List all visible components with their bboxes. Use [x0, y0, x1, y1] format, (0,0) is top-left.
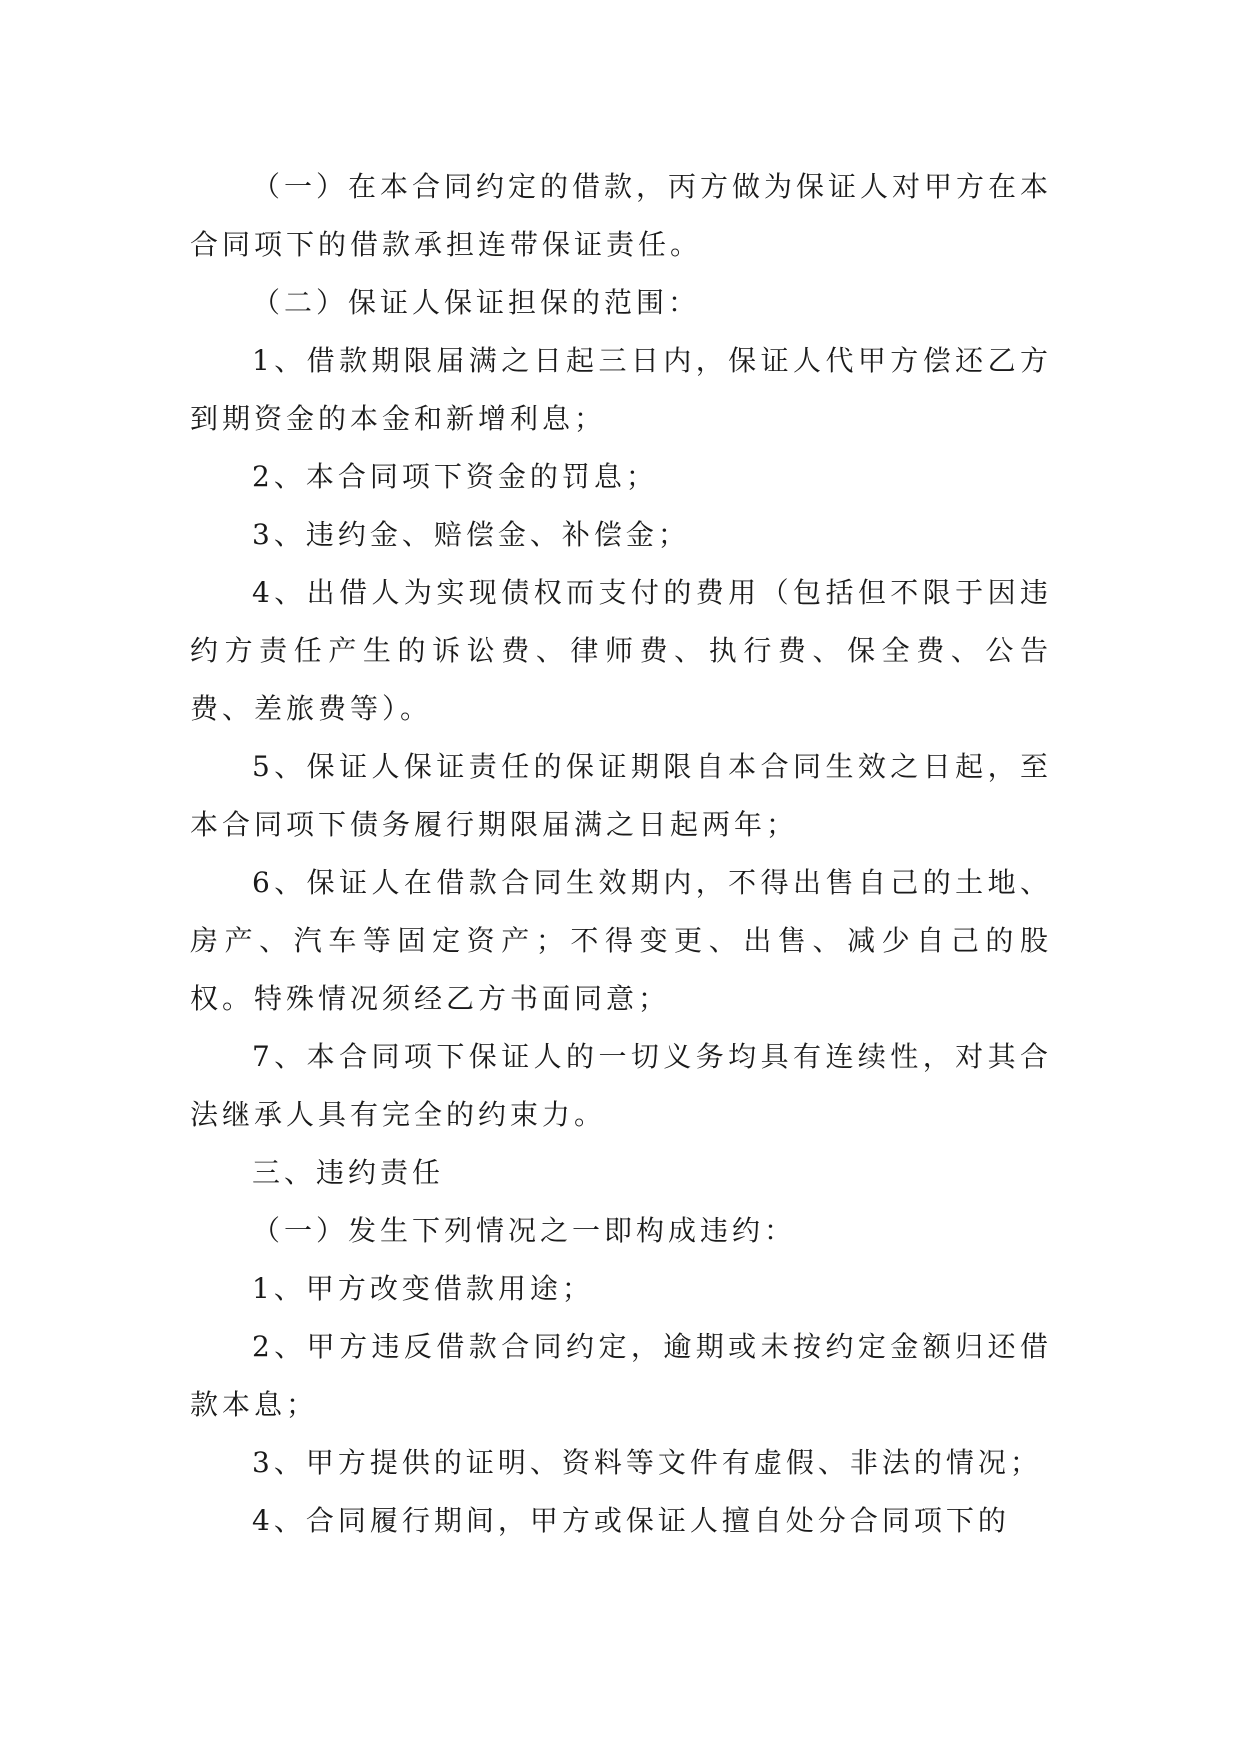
paragraph-guarantee-scope-heading: （二）保证人保证担保的范围：: [252, 286, 701, 319]
paragraph-breach-item-1: 1、甲方改变借款用途；: [252, 1272, 594, 1305]
section-heading-breach-liability: 三、违约责任: [252, 1156, 445, 1189]
paragraph-scope-item-4: 4、出借人为实现债权而支付的费用（包括但不限于因违约方责任产生的诉讼费、律师费、执行费、保全费、公告费、差旅费等）。: [190, 576, 1052, 725]
paragraph-scope-item-5: 5、保证人保证责任的保证期限自本合同生效之日起，至本合同项下债务履行期限届满之日起两年；: [190, 750, 1052, 841]
paragraph-breach-conditions-heading: （一）发生下列情况之一即构成违约：: [252, 1214, 797, 1247]
paragraph-guarantee-clause: （一）在本合同约定的借款，丙方做为保证人对甲方在本合同项下的借款承担连带保证责任。: [190, 170, 1053, 261]
paragraph-breach-item-4: 4、合同履行期间，甲方或保证人擅自处分合同项下的: [252, 1504, 1010, 1537]
paragraph-scope-item-7: 7、本合同项下保证人的一切义务均具有连续性，对其合法继承人具有完全的约束力。: [190, 1040, 1052, 1131]
paragraph-scope-item-1: 1、借款期限届满之日起三日内，保证人代甲方偿还乙方到期资金的本金和新增利息；: [190, 344, 1052, 435]
paragraph-scope-item-6: 6、保证人在借款合同生效期内，不得出售自己的土地、房产、汽车等固定资产；不得变更、出售、减少自己的股权。特殊情况须经乙方书面同意；: [190, 866, 1052, 1015]
paragraph-scope-item-2: 2、本合同项下资金的罚息；: [252, 460, 658, 493]
paragraph-scope-item-3: 3、违约金、赔偿金、补偿金；: [252, 518, 690, 551]
paragraph-breach-item-3: 3、甲方提供的证明、资料等文件有虚假、非法的情况；: [252, 1446, 1042, 1479]
document-body: [190, 158, 1052, 1550]
paragraph-breach-item-2: 2、甲方违反借款合同约定，逾期或未按约定金额归还借款本息；: [190, 1330, 1052, 1421]
